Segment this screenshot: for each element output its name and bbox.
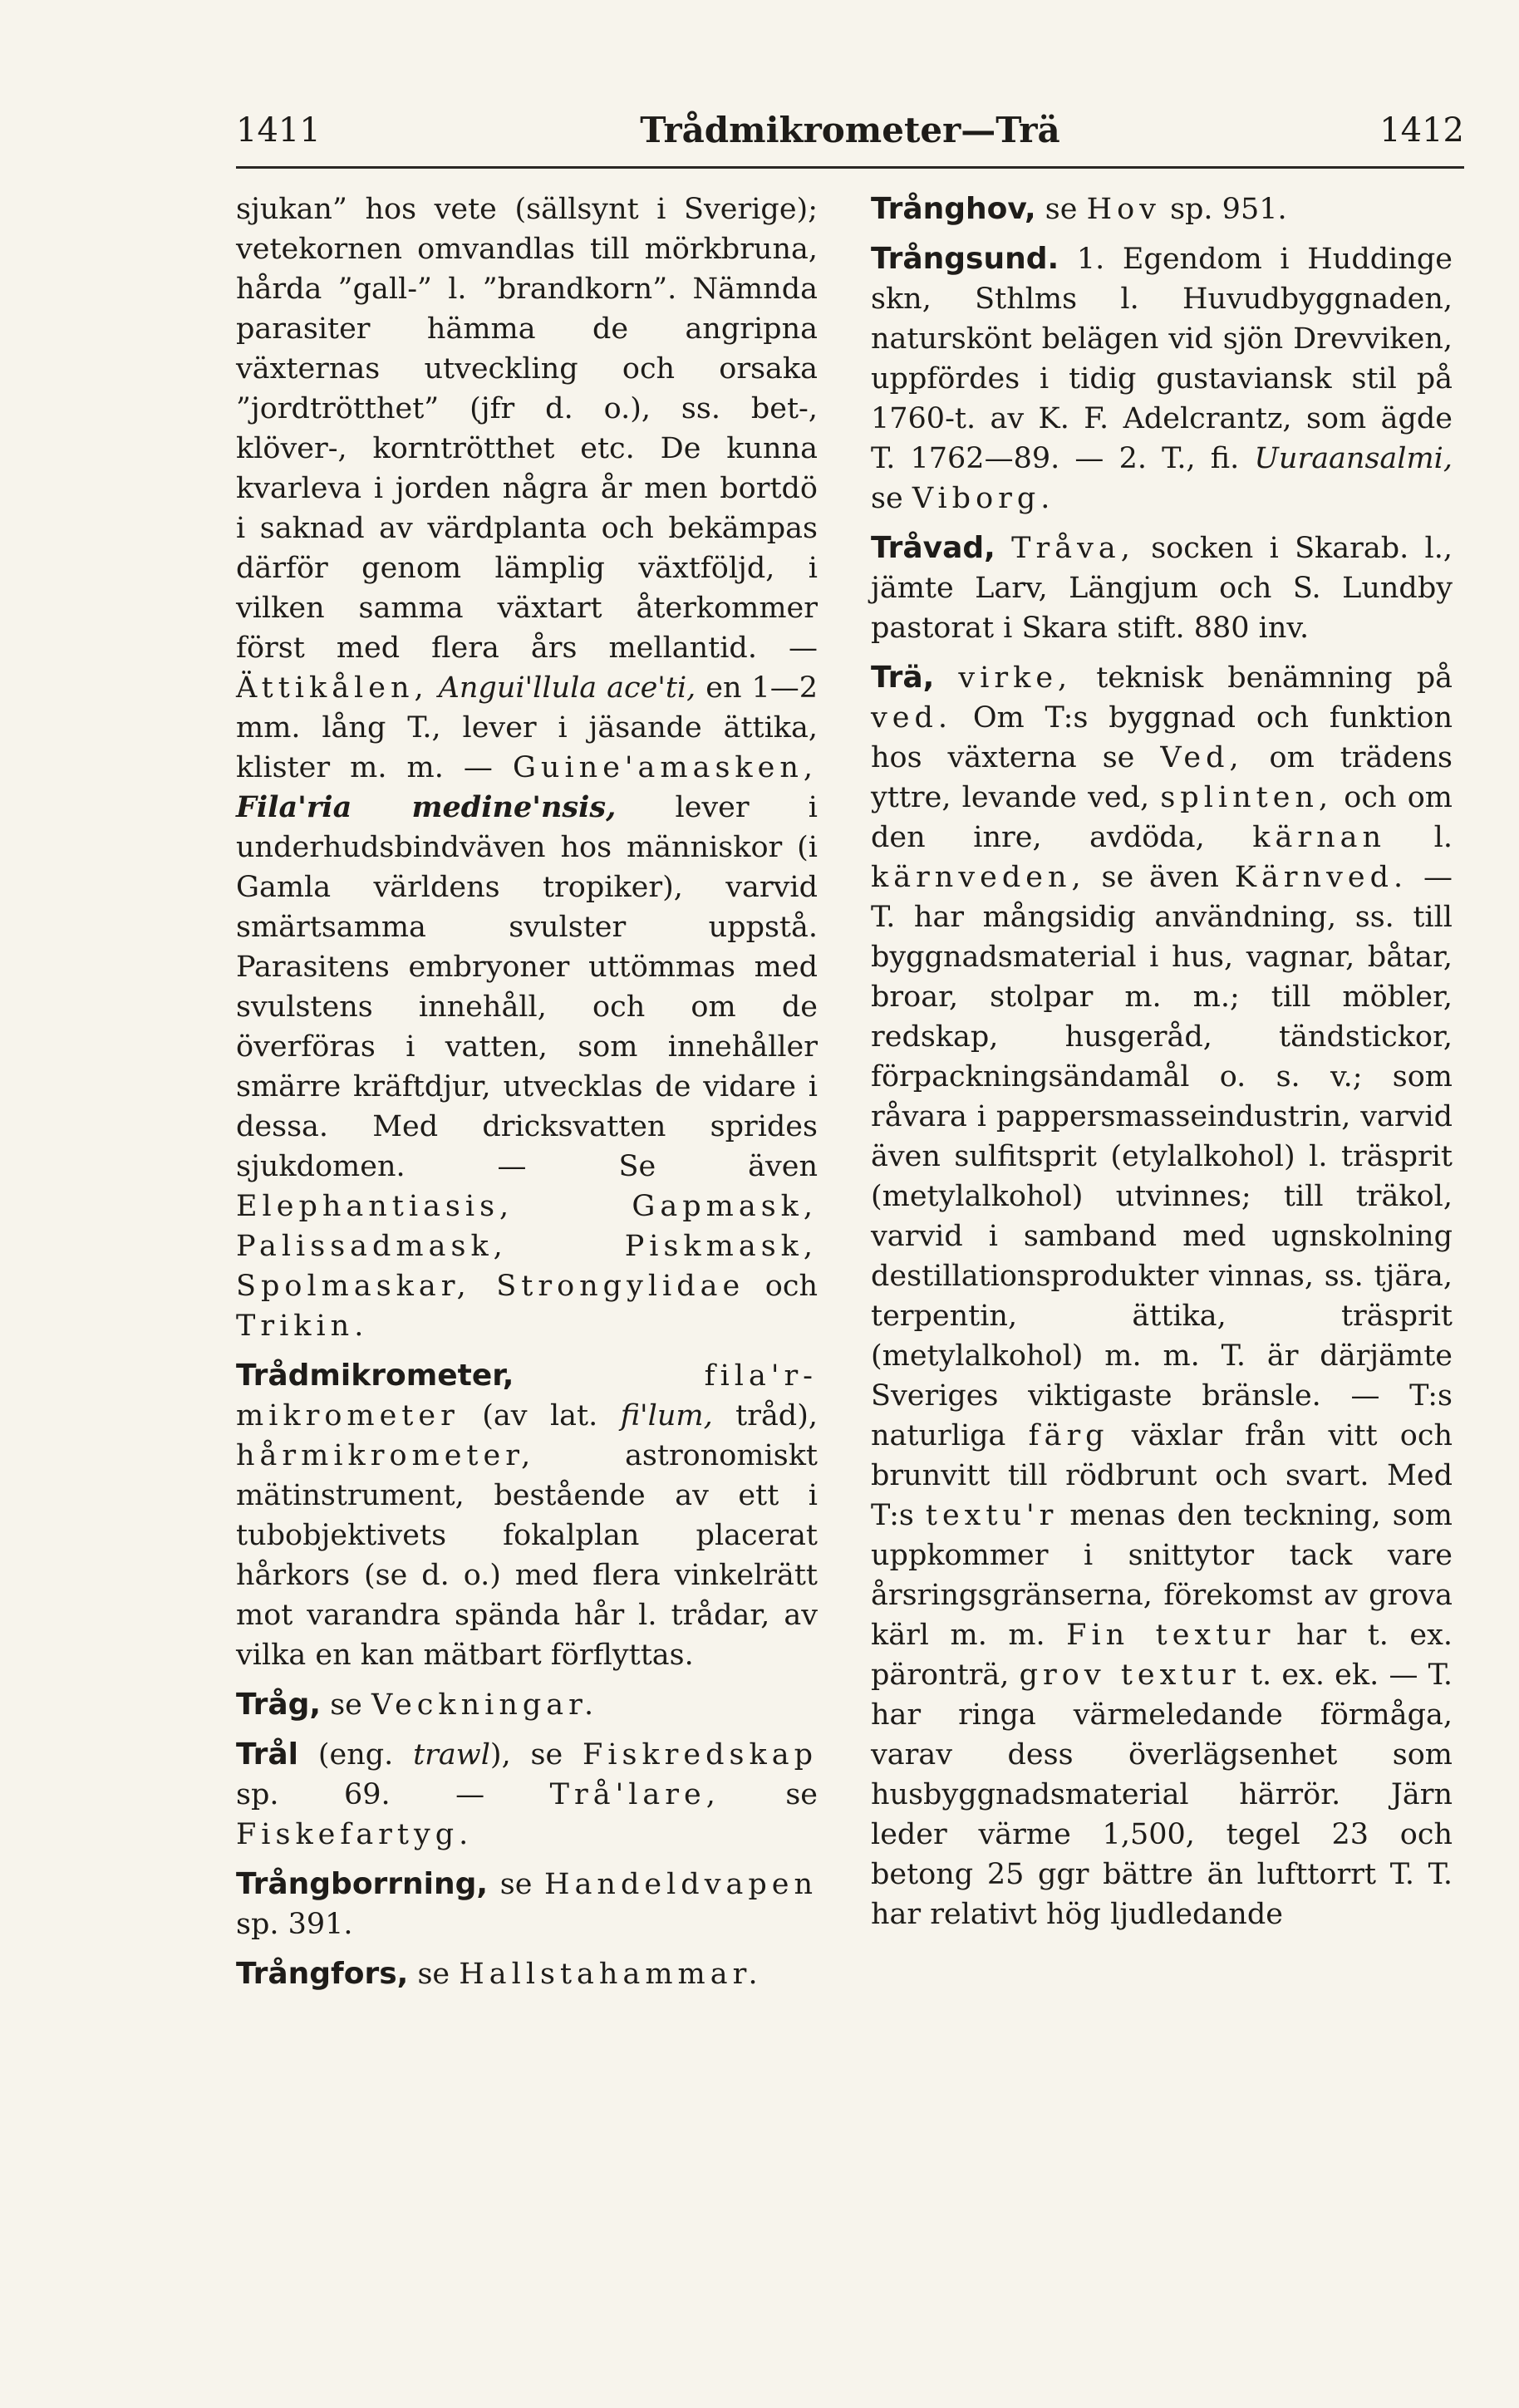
page-number-right: 1412 <box>1379 111 1464 150</box>
headword: Trånghov, <box>871 192 1036 226</box>
headword: Trångfors, <box>236 1957 409 1991</box>
header-rule <box>236 166 1464 169</box>
entry-travad: Tråvad, Tråva, socken i Skarab. l., jämte Larv, Längjum och S. Lundby pastorat i Skara stift. 880 inv. <box>871 531 1453 645</box>
entry-tradmikrometer: Trådmikrometer, fila'r-mikrometer (av lat. fi'lum, tråd), hårmikrometer, astronomiskt mätinstrument, bestående av ett i tubobjektivets fokalplan placerat hårkors (se d. o.) med flera vinkelrätt mot varandra spända hår l. trådar, av vilka en kan mätbart förflyttas. <box>236 1359 818 1672</box>
synonym: virke, <box>958 661 1073 695</box>
cross-ref: Hov <box>1086 193 1161 226</box>
latin-name: Angui'llula ace'ti, <box>438 671 696 705</box>
synonym: fila'r-mikrometer <box>236 1359 818 1433</box>
headword: Trångborrning, <box>236 1867 489 1901</box>
cross-ref: Handeldvapen <box>544 1868 818 1901</box>
entry-trangborrning: Trångborrning, se Handeldvapen sp. 391. <box>236 1867 818 1941</box>
cross-ref: Ved, <box>1160 741 1244 774</box>
cross-ref: ved. <box>871 701 953 735</box>
latin-name: Fila'ria medine'nsis, <box>236 790 617 824</box>
cross-ref: Veckningar. <box>371 1688 599 1722</box>
english-word: trawl <box>413 1738 490 1772</box>
right-column <box>871 189 1453 1934</box>
cross-ref: Trikin. <box>236 1310 369 1343</box>
left-column <box>236 189 818 1994</box>
finnish-name: Uuraansalmi, <box>1254 442 1453 475</box>
term: kärnan <box>1252 821 1387 854</box>
entry-trangfors: Trångfors, se Hallstahammar. <box>236 1957 763 1991</box>
headword: Trångsund. <box>871 242 1059 276</box>
term: Fin textur <box>1066 1619 1276 1652</box>
synonym: hårmikrometer, <box>236 1439 536 1472</box>
entry-tra: Trä, virke, teknisk benämning på ved. Om T:s byggnad och funktion hos växterna se Ved, om trädens yttre, levande ved, splinten, och om den inre, avdöda, kärnan l. kärnveden, se även Kärnved. — T. har mångsidig användning, ss. till byggnadsmaterial i hus, vagnar, båtar, broar, stolpar m. m.; till möbler, redskap, husgeråd, tändstickor, förpackningsändamål o. s. v.; som råvara i pappersmasseindustrin, varvid även sulfitsprit (etylalkohol) l. träsprit (metylalkohol) utvinnes; till träkol, varvid i samband med ugnskolning destillationsprodukter vinnas, ss. tjära, terpentin, ättika, träsprit (metylalkohol) m. m. T. är därjämte Sveriges viktigaste bränsle. — T:s naturliga färg växlar från vitt och brunvitt till rödbrunt och svart. Med T:s textu'r menas den teckning, som uppkommer i snittytor tack vare årsringsgränserna, förekomst av grova kärl m. m. Fin textur har t. ex. päronträ, grov textur t. ex. ek. — T. har ringa värmeledande förmåga, varav dess överlägsenhet som husbyggnadsmaterial härrör. Järn leder värme 1,500, tegel 23 och betong 25 ggr bättre än lufttorrt T. T. har relativt hög ljudledande <box>871 661 1453 1931</box>
headword: Trål <box>236 1737 298 1772</box>
latin-word: fi'lum, <box>620 1399 713 1433</box>
headword: Tråvad, <box>871 531 995 565</box>
page-header <box>236 100 1464 166</box>
cross-ref: Fiskredskap <box>583 1738 818 1772</box>
entry-tral: Trål (eng. trawl), se Fiskredskap sp. 69. — Trå'lare, se Fiskefartyg. <box>236 1737 818 1851</box>
term: färg <box>1028 1419 1109 1452</box>
cross-ref: Viborg. <box>912 482 1055 515</box>
term: kärnveden, <box>871 861 1086 894</box>
headword: Trä, <box>871 661 935 695</box>
cross-ref: Elephantiasis, Gapmask, Palissadmask, Piskmask, Spolmaskar, Strongylidae <box>236 1190 818 1303</box>
headword: Trådmikrometer, <box>236 1359 514 1393</box>
headword: Tråg, <box>236 1688 322 1722</box>
entry-trangsund: Trångsund. 1. Egendom i Huddinge skn, Sthlms l. Huvudbyggnaden, naturskönt belägen vid sjön Drevviken, uppfördes i tidig gustaviansk stil på 1760-t. av K. F. Adelcrantz, som ägde T. 1762—89. — 2. T., fi. Uuraansalmi, se Viborg. <box>871 242 1453 515</box>
cross-ref: Kärnved. <box>1234 861 1408 894</box>
cross-ref: Fiskefartyg. <box>236 1818 474 1851</box>
cross-ref: Hallstahammar. <box>459 1958 763 1991</box>
term: textu'r <box>925 1499 1059 1532</box>
synonym: Tråva, <box>1011 532 1135 565</box>
entry-tradmask-continued: sjukan” hos vete (sällsynt i Sverige); vetekornen omvandlas till mörkbruna, hårda ”gall-” l. ”brandkorn”. Nämnda parasiter hämma de angripna växternas utveckling och orsaka ”jordtrötthet” (jfr d. o.), ss. bet-, klöver-, korntrötthet etc. De kunna kvarleva i jorden några år men bortdö i saknad av värdplanta och bekämpas därför genom lämplig växtföljd, i vilken samma växtart återkommer först med flera års mellantid. — Ättikålen, Angui'llula ace'ti, en 1—2 mm. lång T., lever i jäsande ättika, klister m. m. — Guine'amasken, Fila'ria medine'nsis, lever i underhudsbindväven hos människor (i Gamla världens tropiker), varvid smärtsamma svulster uppstå. Parasitens embryoner uttömmas med svulstens innehåll, och om de överföras i vatten, som innehåller smärre kräftdjur, utvecklas de vidare i dessa. Med dricksvatten sprides sjukdomen. — Se även Elephantiasis, Gapmask, Palissadmask, Piskmask, Spolmaskar, Strongylidae och Trikin. <box>236 193 818 1343</box>
cross-ref: Trå'lare, <box>549 1778 720 1811</box>
term: splinten, <box>1160 781 1334 814</box>
page-number-left: 1411 <box>236 111 321 150</box>
term: grov textur <box>1019 1659 1241 1692</box>
entry-trag: Tråg, se Veckningar. <box>236 1688 599 1722</box>
cross-ref: Guine'amasken, <box>512 751 818 784</box>
entry-tranghov: Trånghov, se Hov sp. 951. <box>871 192 1287 226</box>
running-title: Trådmikrometer—Trä <box>640 110 1060 150</box>
cross-ref: Ättikålen, <box>236 671 429 705</box>
